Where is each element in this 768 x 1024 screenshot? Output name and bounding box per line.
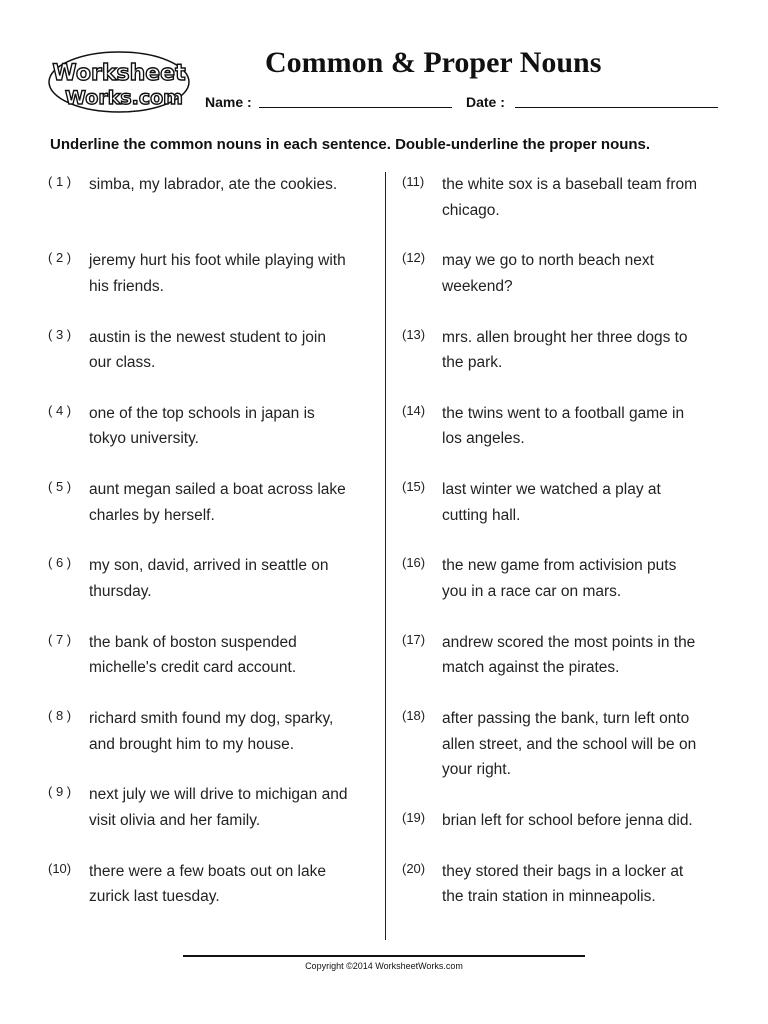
question-text: aunt megan sailed a boat across lake charles by herself. [89, 481, 346, 524]
question-item [402, 172, 722, 248]
question-number: (14) [402, 402, 426, 418]
question-number: ( 9 ) [48, 784, 72, 800]
question-text: andrew scored the most points in the match against the pirates. [442, 633, 696, 677]
question-item [402, 859, 722, 935]
question-item [402, 248, 722, 324]
questions-right-column [402, 172, 722, 935]
footer-rule [183, 955, 585, 957]
question-item [48, 172, 378, 248]
question-text: they stored their bags in a locker at the train station in minneapolis. [442, 862, 684, 906]
question-text: jeremy hurt his foot while playing with his friends. [89, 252, 346, 295]
logo-line1: Worksheet [52, 61, 186, 86]
question-item [48, 782, 378, 858]
question-number: (15) [402, 479, 426, 495]
question-text: brian left for school before jenna did. [442, 811, 693, 829]
question-item [402, 706, 722, 808]
question-number: (11) [402, 174, 425, 189]
questions-left-column [48, 172, 378, 935]
question-item [402, 808, 722, 859]
copyright: Copyright ©2014 WorksheetWorks.com [305, 961, 463, 971]
date-field[interactable] [515, 107, 718, 108]
question-item [402, 325, 722, 401]
question-number: (20) [402, 860, 426, 876]
worksheetworks-logo [48, 50, 190, 114]
question-number: (16) [402, 555, 426, 571]
question-item [48, 401, 378, 477]
question-number: (10) [48, 860, 72, 876]
question-text: after passing the bank, turn left onto allen street, and the school will be on your right. [442, 710, 697, 779]
question-text: mrs. allen brought her three dogs to the park. [442, 328, 688, 372]
page-title: Common & Proper Nouns [265, 46, 602, 79]
question-item [48, 859, 378, 935]
instructions: Underline the common nouns in each sentence. Double-underline the proper nouns. [50, 136, 651, 153]
name-label: Name : [205, 94, 252, 110]
question-text: there were a few boats out on lake zurick last tuesday. [89, 862, 326, 906]
question-text: last winter we watched a play at cutting hall. [442, 481, 661, 524]
question-item [402, 553, 722, 629]
question-number: (13) [402, 326, 426, 342]
question-number: ( 3 ) [48, 326, 72, 342]
question-number: (18) [402, 708, 426, 724]
question-text: the bank of boston suspended michelle's credit card account. [89, 633, 297, 677]
logo-line2: Works.com [65, 87, 183, 109]
question-text: may we go to north beach next weekend? [442, 252, 654, 295]
column-divider [385, 172, 386, 940]
question-item [48, 477, 378, 553]
question-text: the twins went to a football game in los angeles. [442, 404, 685, 448]
question-number: (17) [402, 631, 426, 647]
question-number: ( 6 ) [48, 555, 72, 571]
question-item [402, 630, 722, 706]
question-item [48, 630, 378, 706]
question-text: the new game from activision puts you in a race car on mars. [442, 557, 677, 600]
question-text: austin is the newest student to join our class. [89, 328, 326, 372]
question-number: ( 2 ) [48, 250, 72, 266]
question-number: (19) [402, 809, 426, 825]
question-number: ( 8 ) [48, 708, 72, 724]
question-text: simba, my labrador, ate the cookies. [89, 176, 338, 193]
question-item [48, 248, 378, 324]
question-number: ( 4 ) [48, 402, 72, 418]
date-label: Date : [466, 94, 505, 110]
question-item [48, 706, 378, 782]
question-text: one of the top schools in japan is tokyo university. [89, 404, 315, 448]
question-text: the white sox is a baseball team from chicago. [442, 176, 698, 219]
question-item [402, 477, 722, 553]
question-number: ( 5 ) [48, 479, 72, 495]
question-number: (12) [402, 250, 426, 266]
question-item [48, 553, 378, 629]
question-text: my son, david, arrived in seattle on thursday. [89, 557, 329, 600]
question-text: richard smith found my dog, sparky, and brought him to my house. [89, 710, 334, 753]
question-text: next july we will drive to michigan and visit olivia and her family. [89, 786, 348, 829]
logo-graphic [48, 50, 190, 114]
question-item [402, 401, 722, 477]
question-number: ( 1 ) [48, 174, 72, 189]
question-number: ( 7 ) [48, 631, 72, 647]
name-field[interactable] [259, 107, 452, 108]
question-item [48, 325, 378, 401]
